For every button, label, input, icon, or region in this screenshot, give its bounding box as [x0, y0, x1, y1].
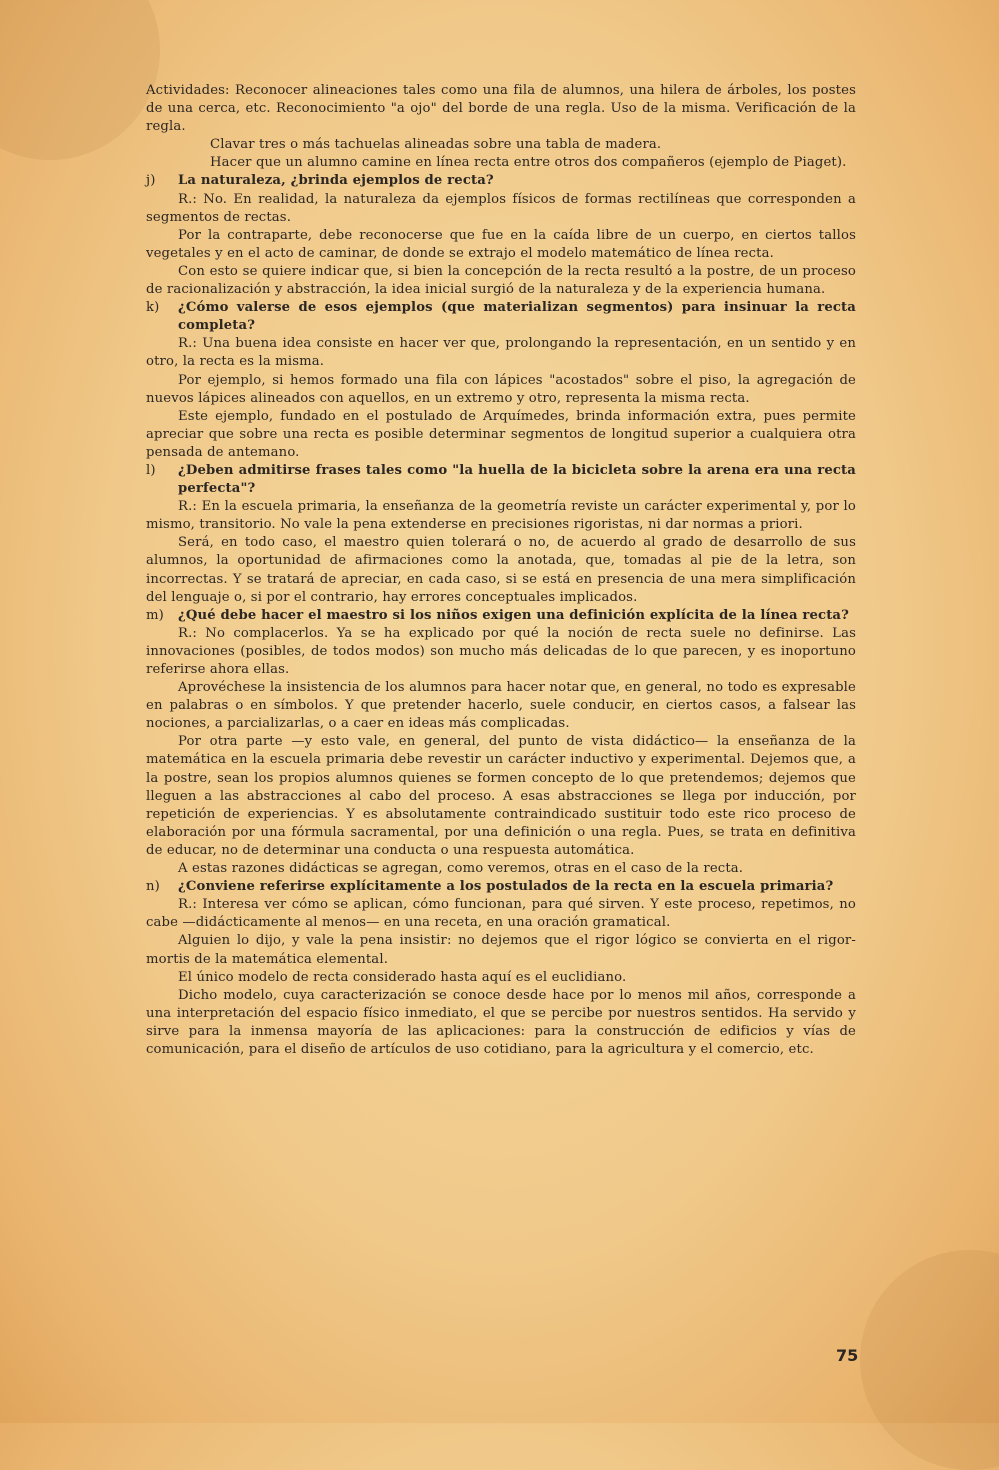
- page-number: 75: [836, 1346, 859, 1365]
- question-l: [146, 462, 856, 498]
- answer-paragraph: R.: No. En realidad, la naturaleza da ejemplos físicos de formas rectilíneas que corresponden a segmentos de rectas.: [146, 191, 856, 225]
- answer-paragraph: Por ejemplo, si hemos formado una fila con lápices "acostados" sobre el piso, la agregación de nuevos lápices alineados con aquellos, en un extremo y otro, representa la misma recta.: [146, 372, 856, 406]
- answer-paragraph: R.: No complacerlos. Ya se ha explicado por qué la noción de recta suele no definirse. Las innovaciones (posibles, de todos modos) son mucho más delicadas de lo que parecen, y es inoportuno referirse ahora ellas.: [146, 625, 856, 677]
- question-label: m): [146, 607, 164, 623]
- question-label: l): [146, 462, 156, 478]
- answer-paragraph: Dicho modelo, cuya caracterización se conoce desde hace por lo menos mil años, corresponde a una interpretación del espacio físico inmediato, el que se percibe por nuestros sentidos. Ha servido y sirve para la inmensa mayoría de las aplicaciones: para la construcción de edificios y vías de comunicación, para el diseño de artículos de uso cotidiano, para la agricultura y el comercio, etc.: [146, 987, 856, 1057]
- activities-line-1: Reconocer alineaciones tales como una fila de alumnos, una hilera de árboles, los postes de una cerca, etc. Reconocimiento "a ojo" del borde de una regla. Uso de la misma. Verificación de la regla.: [146, 83, 857, 135]
- activities-paragraph: [146, 82, 856, 136]
- answer-paragraph: El único modelo de recta considerado hasta aquí es el euclidiano.: [178, 969, 627, 985]
- question-text: ¿Cómo valerse de esos ejemplos (que materializan segmentos) para insinuar la recta completa?: [178, 300, 856, 334]
- question-k: [146, 299, 856, 335]
- question-m: [146, 607, 856, 625]
- question-text: ¿Conviene referirse explícitamente a los postulados de la recta en la escuela primaria?: [178, 879, 834, 895]
- question-j: [146, 172, 856, 190]
- activities-line-3: Hacer que un alumno camine en línea recta entre otros dos compañeros (ejemplo de Piaget).: [210, 155, 847, 171]
- question-label: k): [146, 300, 160, 316]
- answer-paragraph: Este ejemplo, fundado en el postulado de Arquímedes, brinda información extra, pues permite apreciar que sobre una recta es posible determinar segmentos de longitud superior a cualquiera otra pensada de antemano.: [146, 408, 856, 460]
- answer-paragraph: Aprovéchese la insistencia de los alumnos para hacer notar que, en general, no todo es expresable en palabras o en símbolos. Y que pretender hacerlo, suele conducir, en ciertos casos, a falsear las nociones, a parcializarlas, o a caer en ideas más complicadas.: [146, 680, 856, 732]
- question-n: [146, 878, 856, 896]
- answer-paragraph: R.: Interesa ver cómo se aplican, cómo funcionan, para qué sirven. Y este proceso, repetimos, no cabe —didácticamente al menos— en una receta, en una oración gramatical.: [146, 897, 856, 931]
- answer-paragraph: R.: Una buena idea consiste en hacer ver que, prolongando la representación, en un sentido y en otro, la recta es la misma.: [146, 336, 856, 370]
- paper-stain: [0, 0, 160, 160]
- body-text: [146, 82, 856, 1059]
- answer-paragraph: Alguien lo dijo, y vale la pena insistir: no dejemos que el rigor lógico se convierta en el rigor-mortis de la matemática elemental.: [146, 933, 856, 967]
- answer-paragraph: Con esto se quiere indicar que, si bien la concepción de la recta resultó a la postre, de un proceso de racionalización y abstracción, la idea inicial surgió de la naturaleza y de la experiencia humana.: [146, 263, 856, 298]
- question-label: j): [146, 173, 156, 189]
- answer-paragraph: Por otra parte —y esto vale, en general, del punto de vista didáctico— la enseñanza de la matemática en la escuela primaria debe revestir un carácter inductivo y experimental. Dejemos que, a la postre, sean los propios alumnos quienes se formen concepto de lo que pretendemos; dejemos que lleguen a las abstracciones al cabo del proceso. A esas abstracciones se llega por inducción, por repetición de experiencias. Y es absolutamente contraindicado sustituir todo este rico proceso de elaboración por una fórmula sacramental, por una definición o una regla. Pues, se trata en definitiva de educar, no de determinar una conducta o una respuesta automática.: [146, 734, 856, 858]
- question-label: n): [146, 879, 160, 895]
- answer-paragraph: A estas razones didácticas se agregan, como veremos, otras en el caso de la recta.: [178, 861, 744, 877]
- paper-stain: [860, 1250, 999, 1470]
- question-text: ¿Deben admitirse frases tales como "la huella de la bicicleta sobre la arena era una recta perfecta"?: [178, 462, 856, 497]
- answer-paragraph: R.: En la escuela primaria, la enseñanza de la geometría reviste un carácter experimental y, por lo mismo, transitorio. No vale la pena extenderse en precisiones rigoristas, ni dar normas a priori.: [146, 499, 856, 533]
- answer-paragraph: Será, en todo caso, el maestro quien tolerará o no, de acuerdo al grado de desarrollo de sus alumnos, la oportunidad de afirmaciones como la anotada, que, tomadas al pie de la letra, son incorrectas. Y se tratará de apreciar, en cada caso, si se está en presencia de una mera simplificación del lenguaje o, si por el contrario, hay errores conceptuales implicados.: [146, 535, 856, 605]
- activities-label: Actividades:: [146, 83, 230, 98]
- activities-line-2: Clavar tres o más tachuelas alineadas sobre una tabla de madera.: [210, 137, 662, 153]
- question-text: ¿Qué debe hacer el maestro si los niños exigen una definición explícita de la línea recta?: [178, 607, 850, 623]
- question-text: La naturaleza, ¿brinda ejemplos de recta?: [178, 173, 494, 189]
- answer-paragraph: Por la contraparte, debe reconocerse que fue en la caída libre de un cuerpo, en ciertos tallos vegetales y en el acto de caminar, de donde se extrajo el modelo matemático de línea recta.: [146, 227, 856, 261]
